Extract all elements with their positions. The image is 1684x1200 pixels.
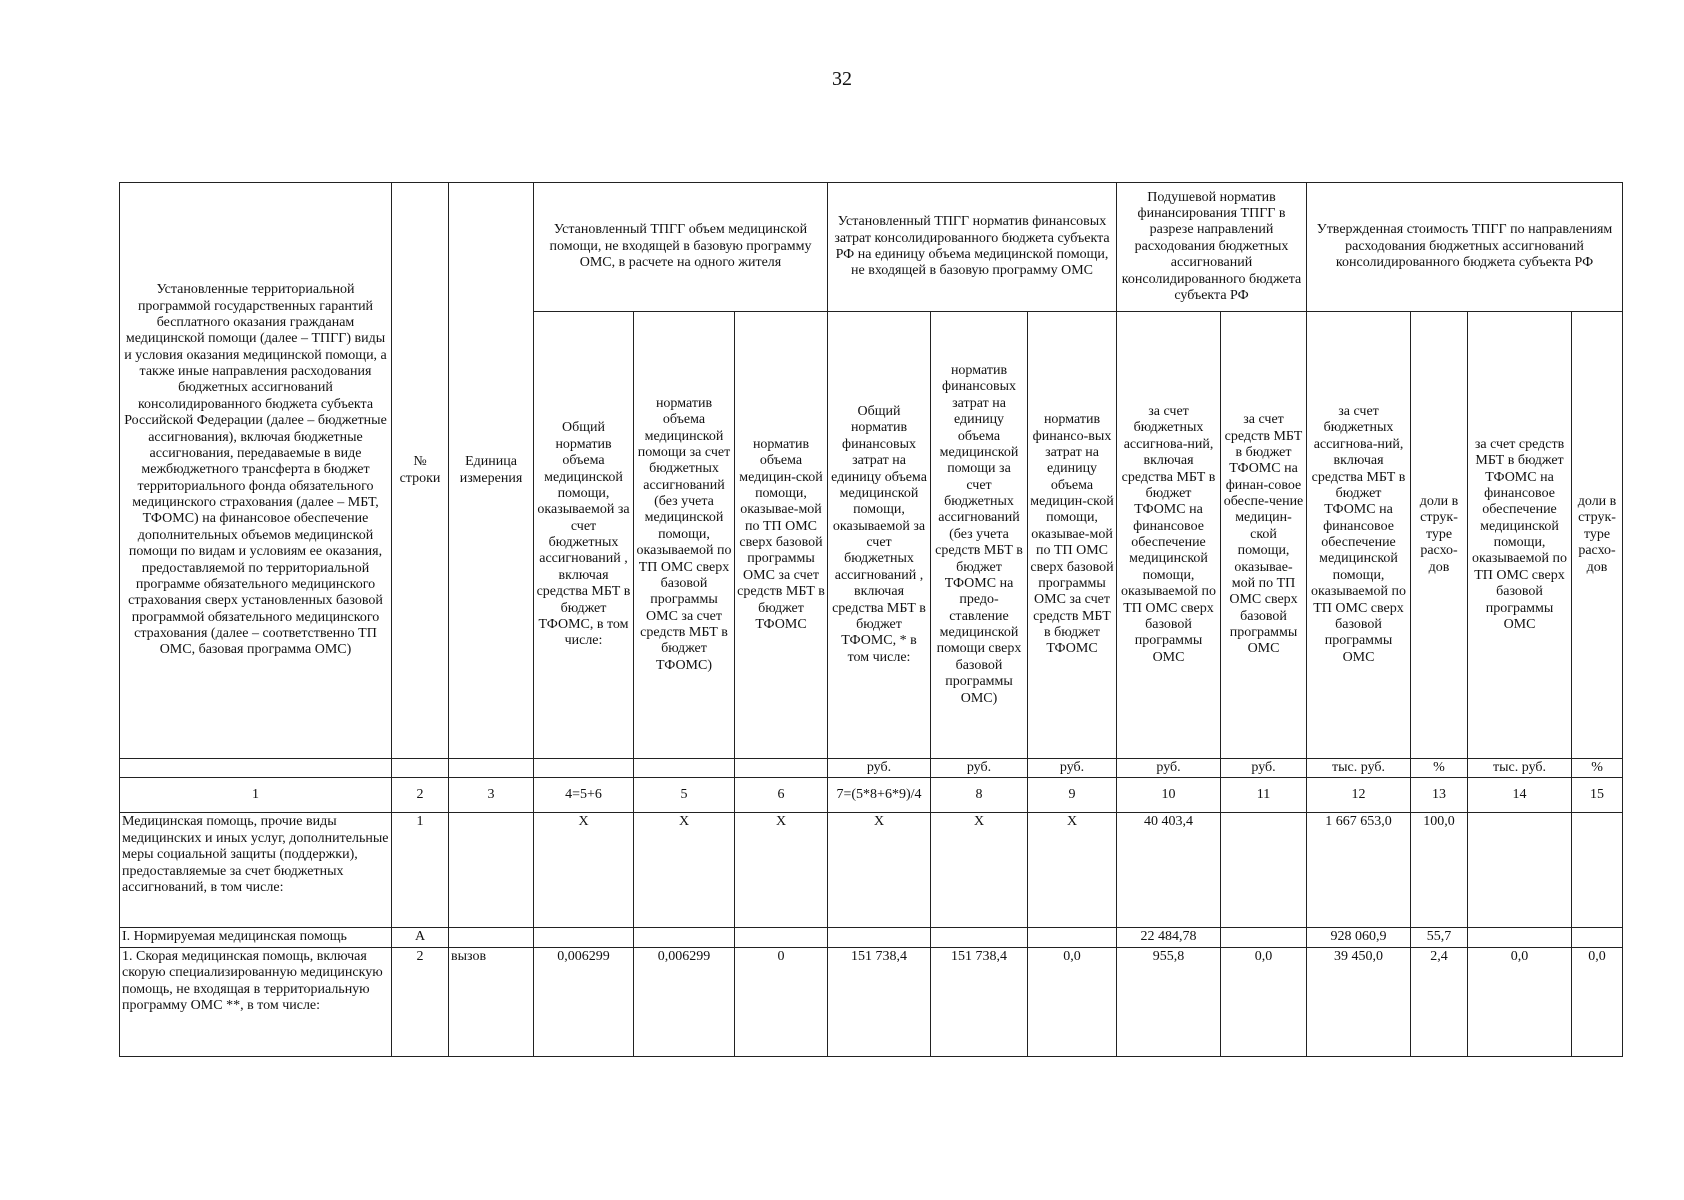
header-col-5: норматив объема медицинской помощи за счет бюджетных ассигнований (без учета медицинской помощи, оказываемой по ТП ОМС сверх базовой программы ОМС за счет средств МБТ в бюджет ТФОМС) — [634, 312, 735, 759]
table-cell: X — [931, 813, 1028, 928]
column-number: 15 — [1572, 778, 1623, 813]
table-cell — [534, 928, 634, 947]
header-col-4: Общий норматив объема медицинской помощи, оказываемой за счет бюджетных ассигнований , включая средства МБТ в бюджет ТФОМС, в том числе: — [534, 312, 634, 759]
table-cell: X — [735, 813, 828, 928]
column-number: 2 — [392, 778, 449, 813]
page-number: 32 — [832, 68, 852, 90]
table-cell: 2 — [392, 947, 449, 1056]
row-label: Медицинская помощь, прочие виды медицинских и иных услуг, дополнительные меры социальной защиты (поддержки), предоставляемые за счет бюджетных ассигнований, в том числе: — [120, 813, 392, 928]
unit-cell — [392, 759, 449, 778]
unit-cell: руб. — [1221, 759, 1307, 778]
header-col-7: Общий норматив финансовых затрат на единицу объема медицинской помощи, оказываемой за счет бюджетных ассигнований , включая средства МБТ в бюджет ТФОМС, * в том числе: — [828, 312, 931, 759]
header-col-12: за счет бюджетных ассигнова-ний, включая средства МБТ в бюджет ТФОМС на финансовое обеспечение медицинской помощи, оказываемой по ТП ОМС сверх базовой программы ОМС — [1307, 312, 1411, 759]
table-cell — [1572, 928, 1623, 947]
column-number: 5 — [634, 778, 735, 813]
table-cell — [1221, 928, 1307, 947]
column-number: 11 — [1221, 778, 1307, 813]
table-cell: X — [634, 813, 735, 928]
unit-cell: тыс. руб. — [1307, 759, 1411, 778]
table-cell: 928 060,9 — [1307, 928, 1411, 947]
header-group-cost: Установленный ТПГГ норматив финансовых затрат консолидированного бюджета субъекта РФ на единицу объема медицинской помощи, не входящей в базовую программу ОМС — [828, 183, 1117, 312]
table-cell: X — [828, 813, 931, 928]
units-row — [120, 759, 1623, 778]
unit-cell: % — [1411, 759, 1468, 778]
column-number: 12 — [1307, 778, 1411, 813]
header-col-13: доли в струк-туре расхо-дов — [1411, 312, 1468, 759]
table-cell: 0,006299 — [534, 947, 634, 1056]
table-cell: 0,0 — [1468, 947, 1572, 1056]
unit-cell — [634, 759, 735, 778]
column-numbers-row — [120, 778, 1623, 813]
table-cell — [634, 928, 735, 947]
column-number: 14 — [1468, 778, 1572, 813]
column-number: 4=5+6 — [534, 778, 634, 813]
header-col-11: за счет средств МБТ в бюджет ТФОМС на финан-совое обеспе-чение медицин-ской помощи, оказывае-мой по ТП ОМС сверх базовой программы ОМС — [1221, 312, 1307, 759]
header-group-volume: Установленный ТПГГ объем медицинской помощи, не входящей в базовую программу ОМС, в расчете на одного жителя — [534, 183, 828, 312]
header-col-6: норматив объема медицин-ской помощи, оказывае-мой по ТП ОМС сверх базовой программы ОМС за счет средств МБТ в бюджет ТФОМС — [735, 312, 828, 759]
header-col-14: за счет средств МБТ в бюджет ТФОМС на финансовое обеспечение медицинской помощи, оказываемой по ТП ОМС сверх базовой программы ОМС — [1468, 312, 1572, 759]
table-cell — [1468, 813, 1572, 928]
table-cell: вызов — [449, 947, 534, 1056]
table-cell — [1572, 813, 1623, 928]
table-cell: 0,0 — [1572, 947, 1623, 1056]
table-cell — [1221, 813, 1307, 928]
table-cell: 0,0 — [1028, 947, 1117, 1056]
table-cell: А — [392, 928, 449, 947]
unit-cell — [534, 759, 634, 778]
unit-cell: % — [1572, 759, 1623, 778]
unit-cell: руб. — [1028, 759, 1117, 778]
unit-cell — [449, 759, 534, 778]
table-cell — [1468, 928, 1572, 947]
table-row — [120, 947, 1623, 1056]
header-col-9: норматив финансо-вых затрат на единицу объема медицин-ской помощи, оказывае-мой по ТП ОМС сверх базовой программы ОМС за счет средств МБТ в бюджет ТФОМС — [1028, 312, 1117, 759]
table-cell: 1 667 653,0 — [1307, 813, 1411, 928]
table-cell: 22 484,78 — [1117, 928, 1221, 947]
table-cell — [735, 928, 828, 947]
table-cell: 2,4 — [1411, 947, 1468, 1056]
unit-cell: руб. — [1117, 759, 1221, 778]
table-cell: 1 — [392, 813, 449, 928]
table-cell: 100,0 — [1411, 813, 1468, 928]
column-number: 10 — [1117, 778, 1221, 813]
column-number: 13 — [1411, 778, 1468, 813]
table-cell — [931, 928, 1028, 947]
unit-cell: руб. — [931, 759, 1028, 778]
table-cell: 151 738,4 — [828, 947, 931, 1056]
header-row-groups — [120, 183, 1623, 312]
column-number: 1 — [120, 778, 392, 813]
table-cell: 955,8 — [1117, 947, 1221, 1056]
row-label: 1. Скорая медицинская помощь, включая скорую специализированную медицинскую помощь, не входящая в территориальную программу ОМС **, в том числе: — [120, 947, 392, 1056]
table-cell — [1028, 928, 1117, 947]
header-col-15: доли в струк-туре расхо-дов — [1572, 312, 1623, 759]
table-cell: 0,0 — [1221, 947, 1307, 1056]
table-cell — [449, 928, 534, 947]
column-number: 3 — [449, 778, 534, 813]
unit-cell — [120, 759, 392, 778]
header-group-approved: Утвержденная стоимость ТПГГ по направлениям расходования бюджетных ассигнований консолидированного бюджета субъекта РФ — [1307, 183, 1623, 312]
column-number: 9 — [1028, 778, 1117, 813]
unit-cell: тыс. руб. — [1468, 759, 1572, 778]
unit-cell: руб. — [828, 759, 931, 778]
column-number: 7=(5*8+6*9)/4 — [828, 778, 931, 813]
header-col-1: Установленные территориальной программой государственных гарантий бесплатного оказания гражданам медицинской помощи (далее – ТПГГ) виды и условия оказания медицинской помощи, а также иные направления расходования бюджетных ассигнований консолидированного бюджета субъекта Российской Федерации (далее – бюджетные ассигнования), включая бюджетные ассигнования, передаваемые в виде межбюджетного трансферта в бюджет территориального фонда обязательного медицинского страхования (далее – МБТ, ТФОМС) на финансовое обеспечение дополнительных объемов медицинской помощи по видам и условиям ее оказания, предоставляемой по территориальной программе обязательного медицинского страхования сверх установленных базовой программой обязательного медицинского страхования (далее – соответственно ТП ОМС, базовая программа ОМС) — [120, 183, 392, 759]
table-row — [120, 813, 1623, 928]
table-cell: 151 738,4 — [931, 947, 1028, 1056]
table-cell: 0 — [735, 947, 828, 1056]
header-group-percapita: Подушевой норматив финансирования ТПГГ в разрезе направлений расходования бюджетных ассигнований консолидированного бюджета субъекта РФ — [1117, 183, 1307, 312]
table-cell: 0,006299 — [634, 947, 735, 1056]
table-cell: 40 403,4 — [1117, 813, 1221, 928]
budget-table — [119, 182, 1623, 1057]
table-cell: 55,7 — [1411, 928, 1468, 947]
table-cell: 39 450,0 — [1307, 947, 1411, 1056]
row-label: I. Нормируемая медицинская помощь — [120, 928, 392, 947]
table-cell — [449, 813, 534, 928]
table-row — [120, 928, 1623, 947]
table-cell — [828, 928, 931, 947]
unit-cell — [735, 759, 828, 778]
header-col-2: № строки — [392, 183, 449, 759]
table-cell: X — [534, 813, 634, 928]
header-col-10: за счет бюджетных ассигнова-ний, включая средства МБТ в бюджет ТФОМС на финансовое обеспечение медицинской помощи, оказываемой по ТП ОМС сверх базовой программы ОМС — [1117, 312, 1221, 759]
column-number: 6 — [735, 778, 828, 813]
column-number: 8 — [931, 778, 1028, 813]
header-col-3: Единица измерения — [449, 183, 534, 759]
header-col-8: норматив финансовых затрат на единицу объема медицинской помощи за счет бюджетных ассигнований (без учета средств МБТ в бюджет ТФОМС на предо-ставление медицинской помощи сверх базовой программы ОМС) — [931, 312, 1028, 759]
table-cell: X — [1028, 813, 1117, 928]
